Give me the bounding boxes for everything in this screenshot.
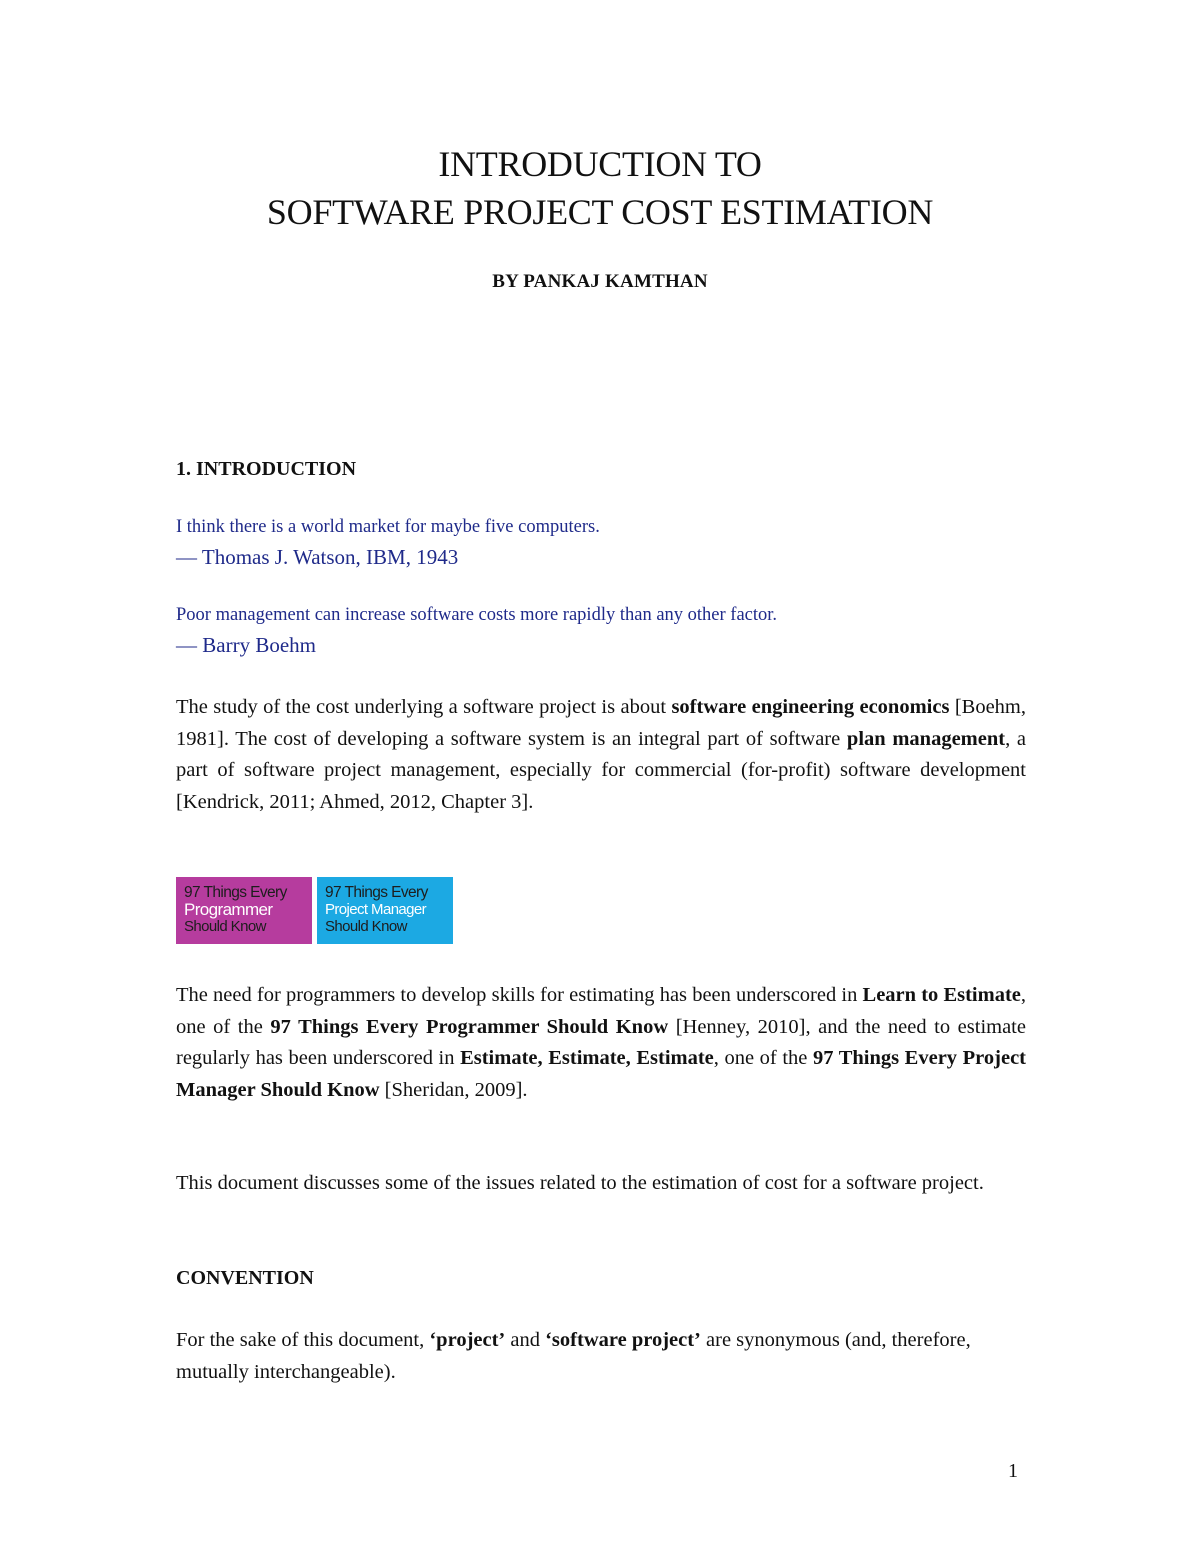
document-title-line-1: INTRODUCTION TO <box>438 144 762 184</box>
quote-text: Poor management can increase software costs more rapidly than any other factor. <box>176 605 778 625</box>
paragraph-estimation-skills <box>176 980 1026 1106</box>
paragraph-text: are synonymous (and, therefore, mutually interchangeable). <box>176 1329 971 1383</box>
document-title-line-2: SOFTWARE PROJECT COST ESTIMATION <box>266 192 934 232</box>
badge-line: Should Know <box>325 918 407 935</box>
bold-term: plan management <box>846 727 1006 750</box>
quote-attribution: — Thomas J. Watson, IBM, 1943 <box>176 545 459 569</box>
bold-term: Learn to Estimate <box>862 984 1021 1006</box>
section-heading-introduction: 1. INTRODUCTION <box>176 458 357 480</box>
paragraph-software-engineering-economics <box>176 692 1026 818</box>
paragraph-text: , one of the <box>713 1047 813 1069</box>
bold-term: ‘software project’ <box>545 1329 701 1351</box>
book-badges <box>176 877 453 945</box>
quote-attribution: — Barry Boehm <box>176 633 316 657</box>
quote-text: I think there is a world market for maybe five computers. <box>176 517 600 537</box>
bold-term: ‘project’ <box>429 1329 506 1351</box>
quote-boehm <box>176 602 1026 660</box>
badge-97-things-project-manager <box>317 877 453 944</box>
paragraph-text: , a part of software project management, especially for commercial (for-profit) software development [Kendrick, 2011; Ahmed, 2012, Chapter 3]. <box>176 727 1026 813</box>
badge-line: Should Know <box>184 918 266 935</box>
quote-watson <box>176 514 1026 572</box>
page-number: 1 <box>1008 1460 1018 1482</box>
section-heading-convention: CONVENTION <box>176 1267 314 1289</box>
badge-line: 97 Things Every <box>325 884 428 901</box>
paragraph-convention <box>176 1325 1026 1388</box>
badge-line: 97 Things Every <box>184 884 287 901</box>
paragraph-text: and <box>505 1329 546 1351</box>
badge-line: Project Manager <box>325 901 427 918</box>
paragraph-text: [Sheridan, 2009]. <box>379 1078 528 1101</box>
paragraph-text: [Henney, 2010], and the need to estimate regularly has been underscored in <box>176 1015 1026 1069</box>
bold-term: Estimate, Estimate, Estimate <box>460 1047 714 1069</box>
paragraph-text: , one of the <box>176 984 1026 1038</box>
paragraph-text: The need for programmers to develop skills for estimating has been underscored in <box>176 984 863 1006</box>
paragraph-text: The study of the cost underlying a software project is about <box>176 696 672 718</box>
badge-97-things-programmer <box>176 877 312 944</box>
bold-term: 97 Things Every Programmer Should Know <box>270 1015 669 1038</box>
badge-line: Programmer <box>184 900 273 919</box>
bold-term: 97 Things Every Project Manager Should Know <box>176 1047 1026 1101</box>
paragraph-text: For the sake of this document, <box>176 1329 430 1351</box>
paragraph-text: [Boehm, 1981]. The cost of developing a software system is an integral part of software <box>176 696 1027 750</box>
bold-term: software engineering economics <box>671 696 950 718</box>
document-byline: BY PANKAJ KAMTHAN <box>492 271 708 292</box>
paragraph-document-scope: This document discusses some of the issues related to the estimation of cost for a software project. <box>176 1172 984 1194</box>
